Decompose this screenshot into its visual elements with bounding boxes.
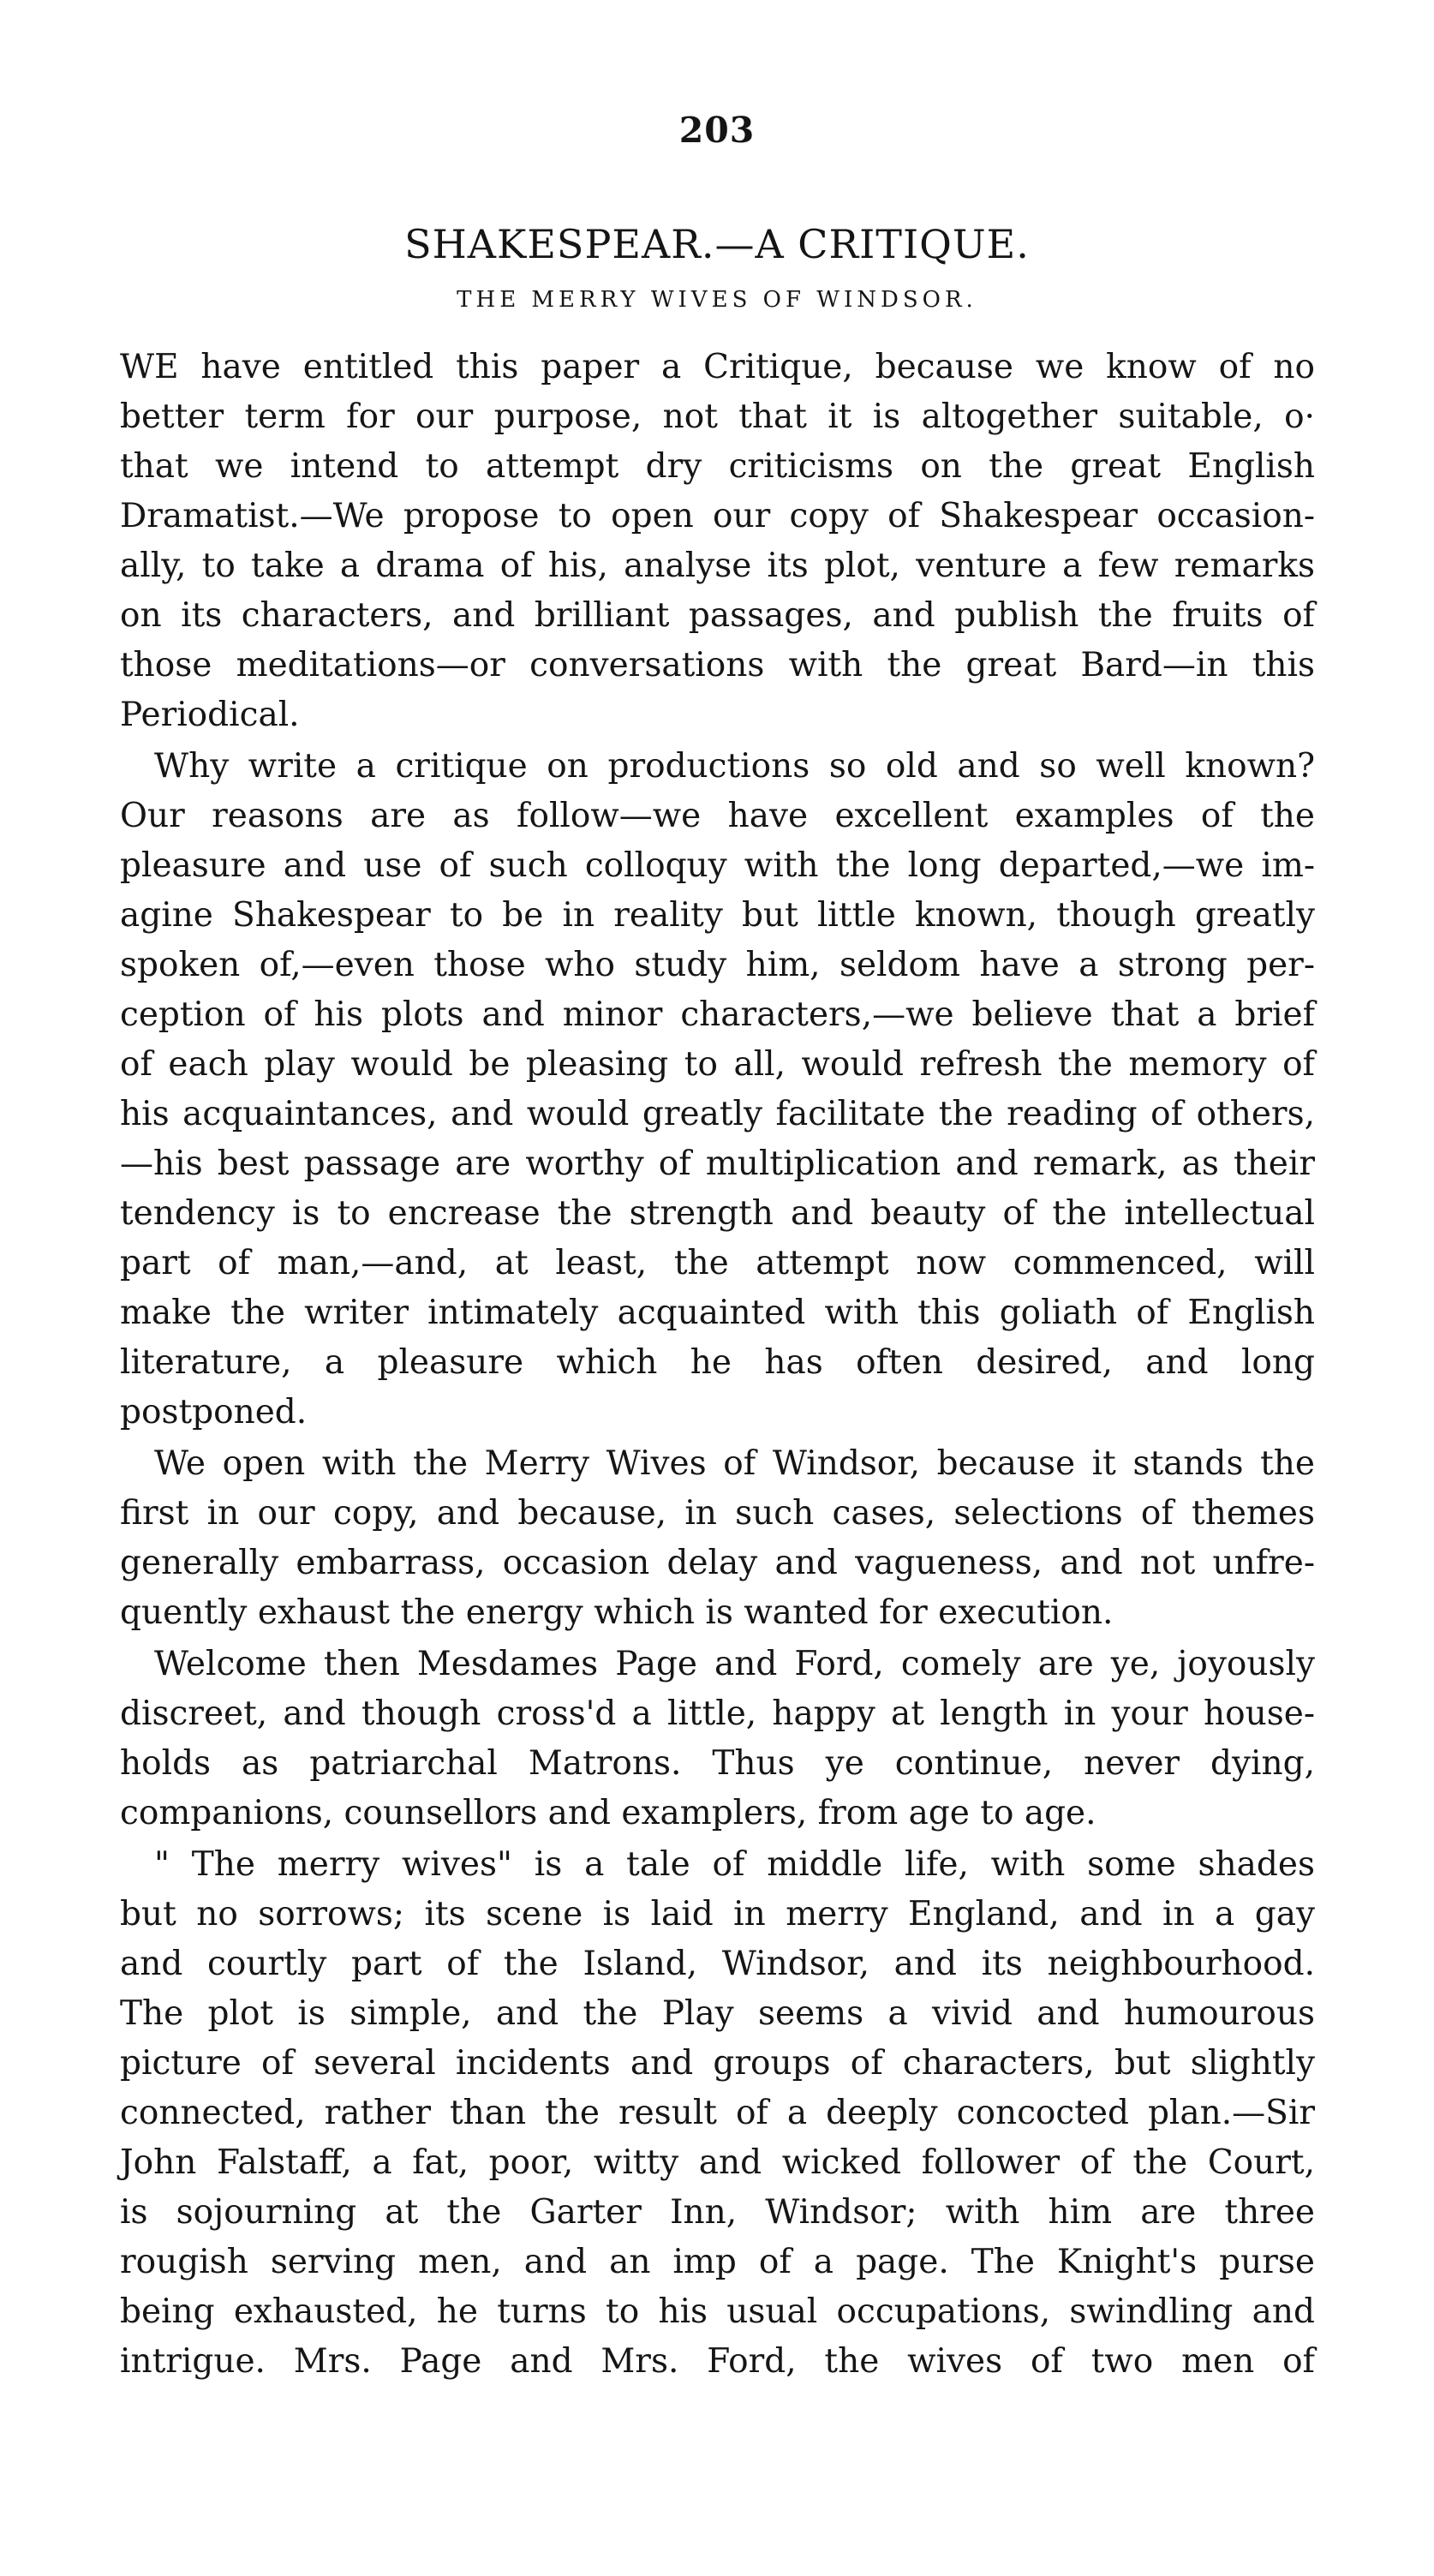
text-line: make the writer intimately acquainted with this goliath of English bbox=[120, 1294, 1315, 1332]
text-line: pleasure and use of such colloquy with the long departed,—we im- bbox=[120, 846, 1315, 885]
text-line: picture of several incidents and groups of characters, but slightly bbox=[120, 2044, 1315, 2083]
text-line: but no sorrows; its scene is laid in merry England, and in a gay bbox=[120, 1895, 1315, 1933]
text-line: " The merry wives" is a tale of middle life, with some shades bbox=[154, 1845, 1315, 1884]
text-line: We open with the Merry Wives of Windsor, because it stands the bbox=[154, 1444, 1315, 1483]
text-line: holds as patriarchal Matrons. Thus ye continue, never dying, bbox=[120, 1744, 1315, 1783]
text-line: of each play would be pleasing to all, would refresh the memory of bbox=[120, 1045, 1315, 1084]
text-line: tendency is to encrease the strength and beauty of the intellectual bbox=[120, 1194, 1315, 1233]
article-subtitle: THE MERRY WIVES OF WINDSOR. bbox=[457, 287, 977, 313]
text-line: literature, a pleasure which he has often desired, and long bbox=[120, 1343, 1315, 1382]
text-line: and courtly part of the Island, Windsor, and its neighbourhood. bbox=[120, 1945, 1315, 1983]
text-line: WE have entitled this paper a Critique, because we know of no bbox=[120, 348, 1315, 386]
text-line: is sojourning at the Garter Inn, Windsor; with him are three bbox=[120, 2193, 1315, 2232]
page-number: 203 bbox=[678, 110, 756, 151]
text-line: first in our copy, and because, in such cases, selections of themes bbox=[120, 1494, 1315, 1533]
text-line: companions, counsellors and examplers, from age to age. bbox=[120, 1794, 1096, 1832]
text-line: being exhausted, he turns to his usual occupations, swindling and bbox=[120, 2292, 1315, 2331]
text-line: part of man,—and, at least, the attempt now commenced, will bbox=[120, 1244, 1315, 1282]
text-line: those meditations—or conversations with the great Bard—in this bbox=[120, 646, 1315, 684]
text-line: his acquaintances, and would greatly facilitate the reading of others, bbox=[120, 1095, 1315, 1133]
text-line: Why write a critique on productions so old and so well known? bbox=[154, 747, 1315, 786]
text-line: spoken of,—even those who study him, seldom have a strong per- bbox=[120, 946, 1315, 984]
text-line: —his best passage are worthy of multiplication and remark, as their bbox=[120, 1145, 1315, 1183]
text-line: discreet, and though cross'd a little, happy at length in your house- bbox=[120, 1694, 1315, 1733]
article-title: SHAKESPEAR.—A CRITIQUE. bbox=[404, 221, 1030, 267]
text-line: The plot is simple, and the Play seems a vivid and humourous bbox=[120, 1994, 1315, 2033]
text-line: generally embarrass, occasion delay and vagueness, and not unfre- bbox=[120, 1544, 1315, 1582]
text-line: better term for our purpose, not that it is altogether suitable, o· bbox=[120, 397, 1315, 436]
text-line: John Falstaff, a fat, poor, witty and wicked follower of the Court, bbox=[120, 2143, 1315, 2182]
text-line: that we intend to attempt dry criticisms on the great English bbox=[120, 447, 1315, 486]
text-line: Dramatist.—We propose to open our copy of Shakespear occasion- bbox=[120, 497, 1315, 535]
text-line: connected, rather than the result of a deeply concocted plan.—Sir bbox=[120, 2094, 1315, 2132]
text-line: Our reasons are as follow—we have excellent examples of the bbox=[120, 797, 1315, 835]
text-line: postponed. bbox=[120, 1393, 308, 1431]
text-line: on its characters, and brilliant passages, and publish the fruits of bbox=[120, 596, 1315, 635]
text-line: quently exhaust the energy which is wanted for execution. bbox=[120, 1593, 1114, 1632]
text-line: Welcome then Mesdames Page and Ford, comely are ye, joyously bbox=[154, 1645, 1315, 1683]
text-line: ally, to take a drama of his, analyse its plot, venture a few remarks bbox=[120, 547, 1315, 585]
text-line: ception of his plots and minor characters,—we believe that a brief bbox=[120, 995, 1315, 1034]
text-line: agine Shakespear to be in reality but little known, though greatly bbox=[120, 896, 1315, 935]
text-line: rougish serving men, and an imp of a page. The Knight's purse bbox=[120, 2243, 1315, 2281]
text-line: intrigue. Mrs. Page and Mrs. Ford, the wives of two men of bbox=[120, 2342, 1315, 2381]
text-line: Periodical. bbox=[120, 696, 300, 734]
